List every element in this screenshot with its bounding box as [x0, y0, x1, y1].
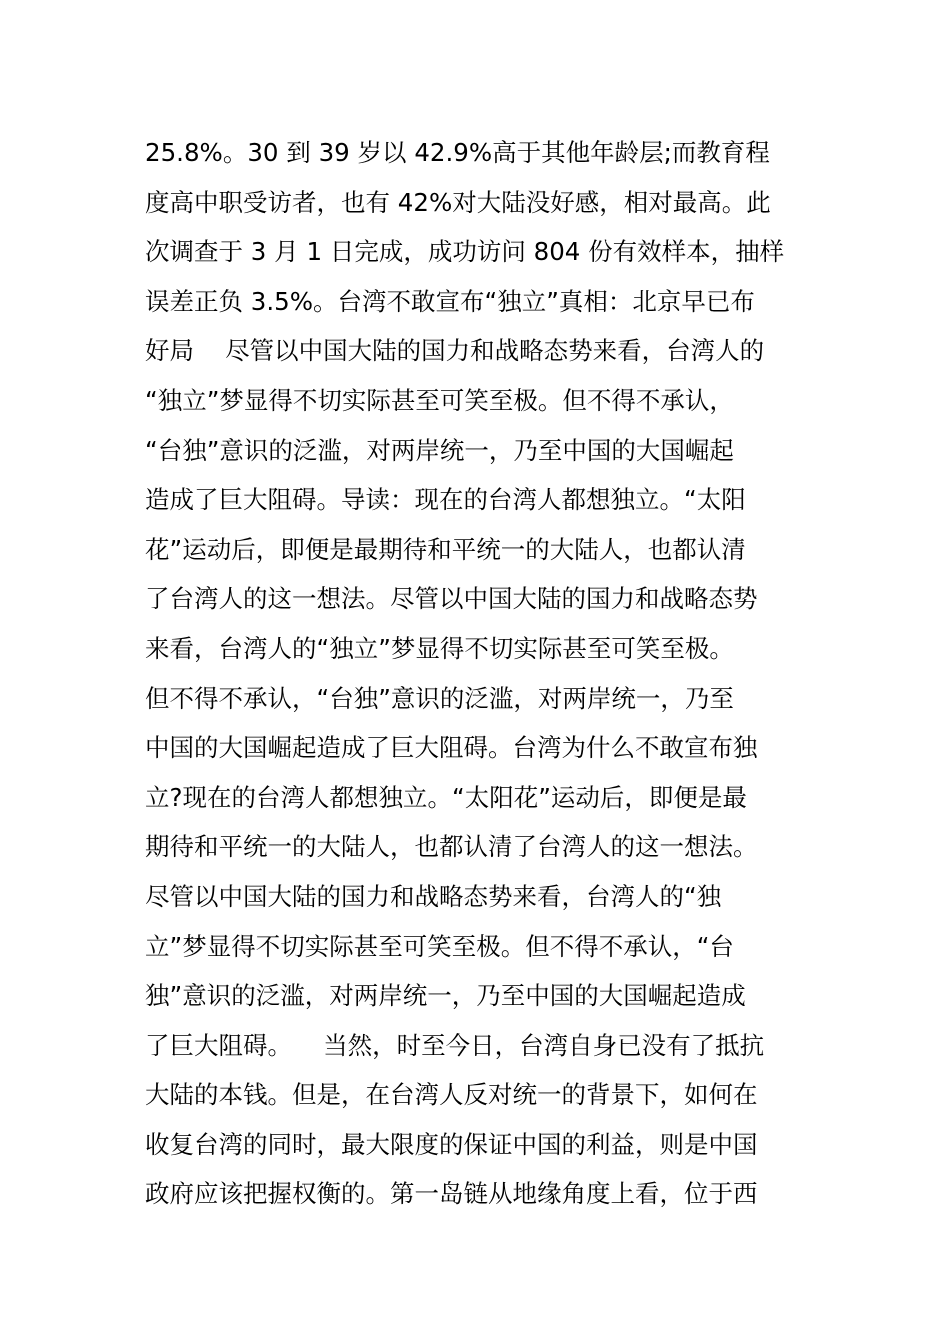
- text-line: 了台湾人的这一想法。尽管以中国大陆的国力和战略态势: [145, 584, 758, 614]
- text-line: 独”意识的泛滥，对两岸统一，乃至中国的大国崛起造成: [145, 981, 746, 1011]
- text-line: 收复台湾的同时，最大限度的保证中国的利益，则是中国: [145, 1129, 758, 1159]
- text-line: 了巨大阻碍。 当然，时至今日，台湾自身已没有了抵抗: [145, 1030, 765, 1060]
- text-line: 立?现在的台湾人都想独立。“太阳花”运动后，即便是最: [145, 782, 747, 812]
- text-line: “台独”意识的泛滥，对两岸统一，乃至中国的大国崛起: [145, 435, 734, 465]
- text-line: 造成了巨大阻碍。导读：现在的台湾人都想独立。“太阳: [145, 485, 746, 515]
- body-text: [145, 128, 810, 1219]
- text-line: 大陆的本钱。但是，在台湾人反对统一的背景下，如何在: [145, 1080, 758, 1110]
- text-line: 来看，台湾人的“独立”梦显得不切实际甚至可笑至极。: [145, 633, 734, 663]
- text-line: 尽管以中国大陆的国力和战略态势来看，台湾人的“独: [145, 881, 722, 911]
- text-line: 花”运动后，即便是最期待和平统一的大陆人，也都认清: [145, 534, 746, 564]
- text-line: 好局 尽管以中国大陆的国力和战略态势来看，台湾人的: [145, 336, 765, 366]
- text-line: 期待和平统一的大陆人，也都认清了台湾人的这一想法。: [145, 832, 758, 862]
- text-line: 25.8%。30 到 39 岁以 42.9%高于其他年龄层;而教育程: [145, 138, 770, 167]
- text-line: 中国的大国崛起造成了巨大阻碍。台湾为什么不敢宣布独: [145, 733, 758, 763]
- text-line: 度高中职受访者，也有 42%对大陆没好感，相对最高。此: [145, 187, 771, 217]
- text-line: 立”梦显得不切实际甚至可笑至极。但不得不承认，“台: [145, 931, 734, 961]
- text-line: 但不得不承认，“台独”意识的泛滥，对两岸统一，乃至: [145, 683, 734, 713]
- text-line: 次调查于 3 月 1 日完成，成功访问 804 份有效样本，抽样: [145, 237, 785, 267]
- text-line: 政府应该把握权衡的。第一岛链从地缘角度上看，位于西: [145, 1179, 758, 1209]
- text-line: 误差正负 3.5%。台湾不敢宣布“独立”真相：北京早已布: [145, 286, 755, 316]
- text-line: “独立”梦显得不切实际甚至可笑至极。但不得不承认，: [145, 385, 734, 415]
